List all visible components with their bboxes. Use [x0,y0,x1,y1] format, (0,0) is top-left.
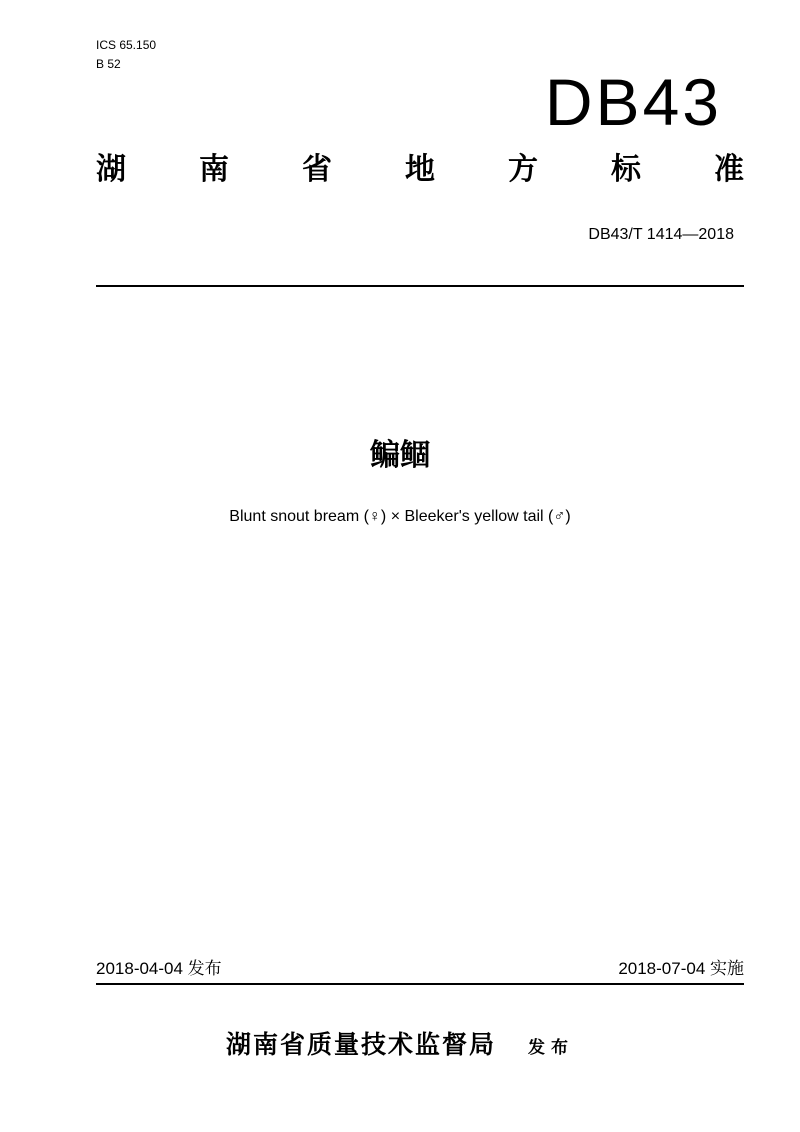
standard-title-char: 湖 [96,152,126,187]
issuer-line [0,1028,800,1065]
date-row [96,958,744,980]
standard-title-char: 地 [405,152,435,187]
ics-code: ICS 65.150 [96,38,157,52]
issuer-name: 湖南省质量技术监督局 [225,1030,496,1059]
document-title-chinese: 鳊鲴 [370,438,430,473]
standard-title-char: 标 [611,152,641,187]
standard-title-char: 准 [714,152,744,187]
classification-codes [96,36,156,74]
top-divider [96,285,744,287]
standard-title-char: 省 [302,152,332,187]
bottom-divider [96,983,744,985]
issuer-suffix: 发布 [528,1038,574,1058]
standard-title-char: 南 [199,152,229,187]
standard-type-title [96,150,744,190]
document-title-english: Blunt snout bream (♀) × Bleeker's yellow tail (♂) [229,508,571,525]
db-mark: DB43 [544,65,722,139]
implement-date: 2018-07-04 实施 [618,959,744,978]
standard-title-char: 方 [508,152,538,187]
class-code: B 52 [96,57,121,71]
publish-date: 2018-04-04 发布 [96,959,222,978]
standard-number: DB43/T 1414—2018 [588,226,734,243]
